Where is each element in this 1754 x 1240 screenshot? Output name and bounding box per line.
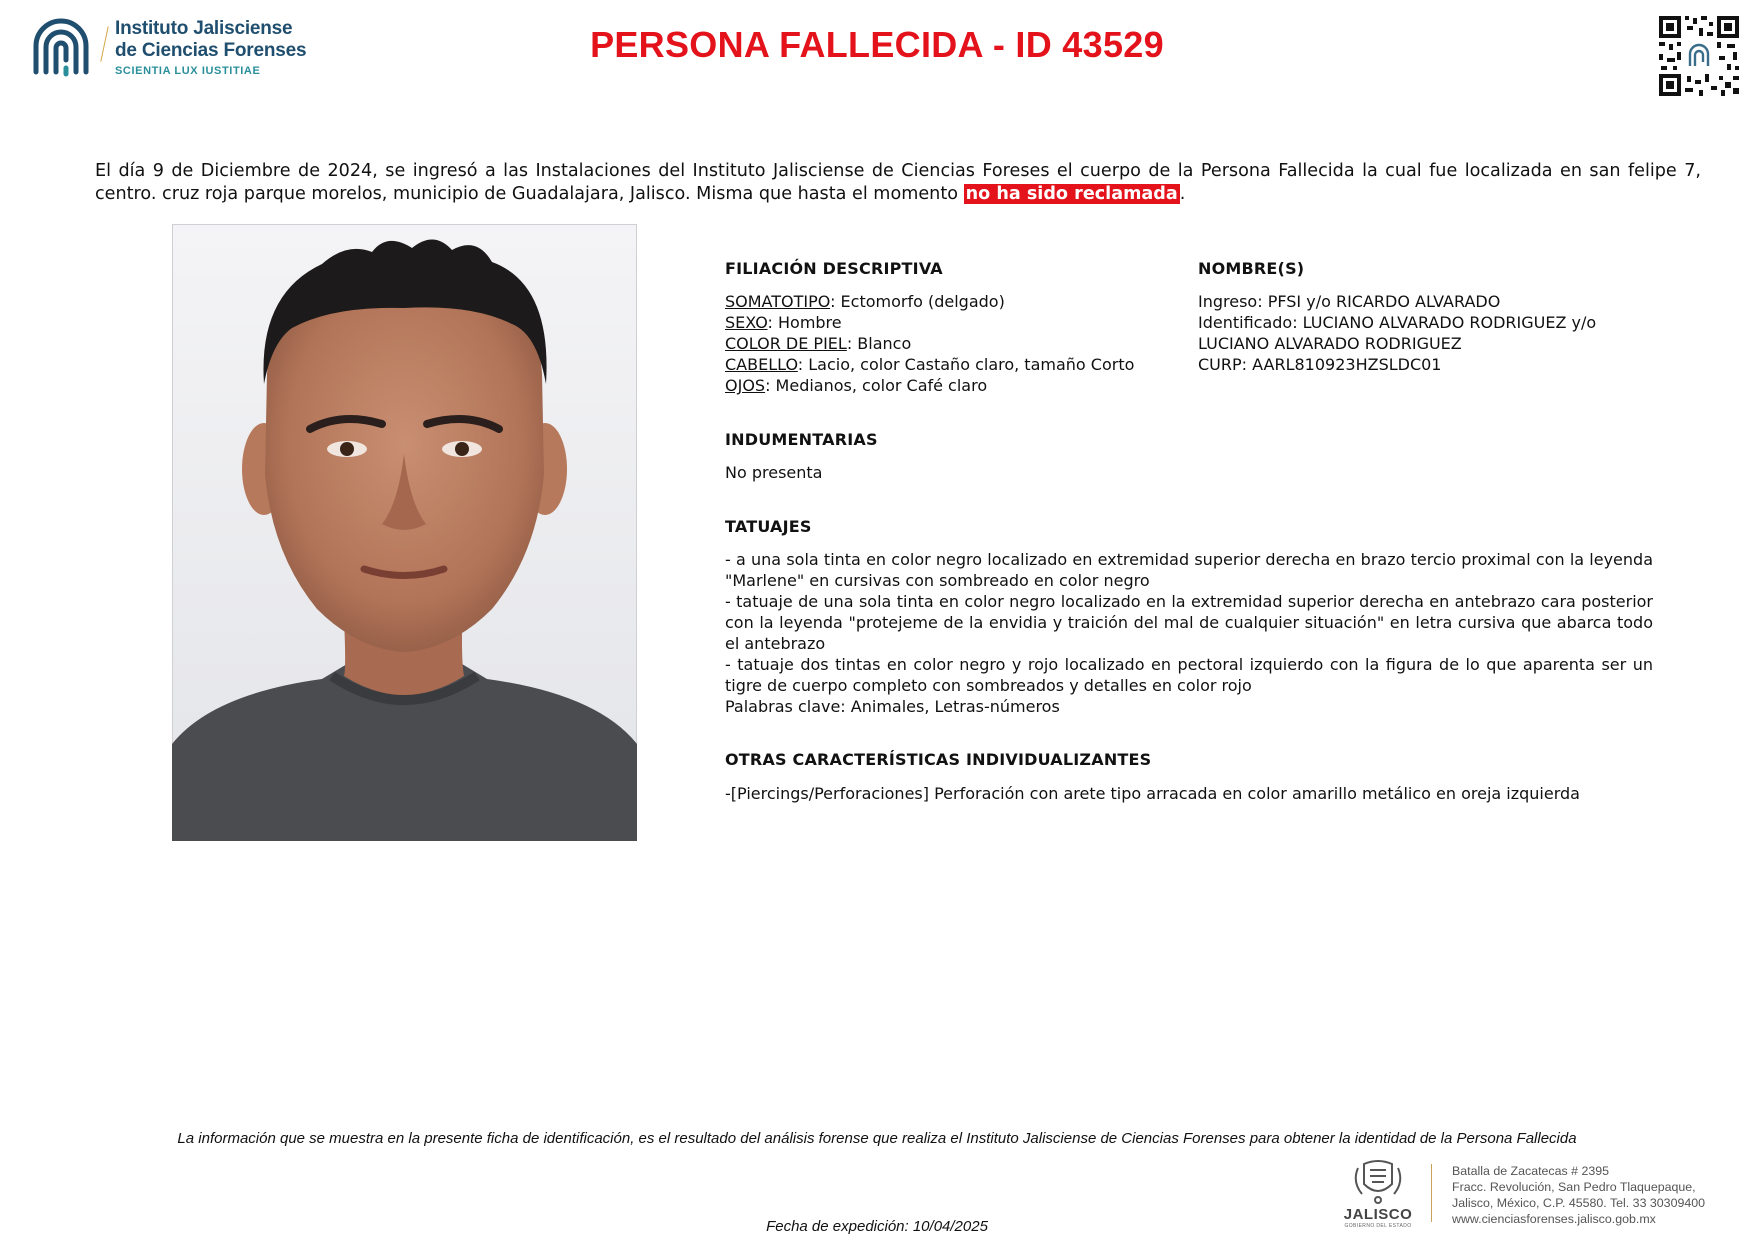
indumentarias-text: No presenta bbox=[725, 463, 823, 482]
jalisco-government-logo bbox=[1330, 1158, 1426, 1236]
filiacion-cabello bbox=[725, 354, 1134, 375]
unclaimed-status-badge: no ha sido reclamada bbox=[965, 184, 1178, 204]
tatuajes-title: TATUAJES bbox=[725, 517, 812, 536]
jalisco-subtitle: GOBIERNO DEL ESTADO bbox=[1344, 1223, 1412, 1229]
filiacion-label: SEXO bbox=[725, 313, 768, 332]
filiacion-value: : Hombre bbox=[767, 313, 842, 332]
tatuajes-keywords: Palabras clave: Animales, Letras-números bbox=[725, 697, 1060, 716]
filiacion-value: : Lacio, color Castaño claro, tamaño Corto bbox=[797, 355, 1135, 374]
issue-date: Fecha de expedición: 10/04/2025 bbox=[766, 1218, 988, 1235]
institute-address bbox=[1452, 1163, 1705, 1227]
filiacion-color-piel bbox=[725, 333, 1134, 354]
otras-text: -[Piercings/Perforaciones] Perforación con arete tipo arracada en color amarillo metálico en oreja izquierda bbox=[725, 784, 1580, 803]
nombre-ingreso: Ingreso: PFSI y/o RICARDO ALVARADO bbox=[1198, 292, 1501, 311]
nombre-identificado-cont: LUCIANO ALVARADO RODRIGUEZ bbox=[1198, 334, 1462, 353]
jalisco-wordmark: JALISCO bbox=[1343, 1206, 1413, 1223]
website-link[interactable]: www.cienciasforenses.jalisco.gob.mx bbox=[1452, 1212, 1656, 1226]
filiacion-title: FILIACIÓN DESCRIPTIVA bbox=[725, 259, 943, 278]
filiacion-label: CABELLO bbox=[725, 355, 798, 374]
page-title: PERSONA FALLECIDA - ID 43529 bbox=[590, 24, 1164, 65]
filiacion-somatotipo bbox=[725, 291, 1134, 312]
nombres-list bbox=[1198, 291, 1596, 375]
disclaimer: La información que se muestra en la presente ficha de identificación, es el resultado del análisis forense que realiza el Instituto Jalisciense de Ciencias Forenses para obtener la identidad de la Persona Fallecida bbox=[177, 1130, 1577, 1147]
intro-tail: . bbox=[1179, 184, 1186, 204]
filiacion-list bbox=[725, 291, 1134, 396]
filiacion-ojos bbox=[725, 375, 1134, 396]
nombre-identificado: Identificado: LUCIANO ALVARADO RODRIGUEZ y/o bbox=[1198, 313, 1597, 332]
address-line: Batalla de Zacatecas # 2395 bbox=[1452, 1164, 1610, 1178]
filiacion-label: OJOS bbox=[725, 376, 766, 395]
indumentarias-title: INDUMENTARIAS bbox=[725, 430, 878, 449]
filiacion-label: SOMATOTIPO bbox=[725, 292, 831, 311]
intro-text: El día 9 de Diciembre de 2024, se ingresó a las Instalaciones del Instituto Jalisciense de Ciencias Foreses el cuerpo de la Persona Fallecida la cual fue localizada en san felipe 7, centro. cruz roja parque morelos, municipio de Guadalajara, Jalisco. Misma que hasta el momento bbox=[95, 161, 1701, 204]
deceased-person-photo bbox=[172, 224, 637, 841]
filiacion-value: : Ectomorfo (delgado) bbox=[830, 292, 1005, 311]
institute-motto: SCIENTIA LUX IUSTITIAE bbox=[115, 65, 261, 77]
footer-divider bbox=[1431, 1164, 1432, 1222]
tatuajes-text: - a una sola tinta en color negro localizado en extremidad superior derecha en brazo tercio proximal con la leyenda "Marlene" en cursivas con sombreado en color negro - tatuaje de una sola tinta en color negro localizado en la extremidad superior derecha en antebrazo cara posterior con la leyenda "protejeme de la envidia y traición del mal de cualquier situación" en letra cursiva que abarca todo el antebrazo - tatuaje dos tintas en color negro y rojo localizado en pectoral izquierdo con la figura de lo que aparenta ser un tigre de cuerpo completo con sombreados y detalles en color rojo bbox=[725, 550, 1653, 695]
otras-title: OTRAS CARACTERÍSTICAS INDIVIDUALIZANTES bbox=[725, 750, 1152, 769]
qr-code-icon[interactable] bbox=[1657, 14, 1741, 98]
filiacion-label: COLOR DE PIEL bbox=[725, 334, 847, 353]
filiacion-value: : Medianos, color Café claro bbox=[765, 376, 988, 395]
address-line: Fracc. Revolución, San Pedro Tlaquepaque, bbox=[1452, 1180, 1696, 1194]
institute-name-line1: Instituto Jalisciense bbox=[115, 18, 293, 39]
institute-name-line2: de Ciencias Forenses bbox=[115, 40, 307, 61]
filiacion-value: : Blanco bbox=[846, 334, 912, 353]
intro-paragraph bbox=[95, 160, 1701, 206]
address-line: Jalisco, México, C.P. 45580. Tel. 33 30309400 bbox=[1452, 1196, 1706, 1210]
jalisco-crest-icon bbox=[1330, 1158, 1426, 1206]
curp: CURP: AARL810923HZSLDC01 bbox=[1198, 355, 1442, 374]
filiacion-sexo bbox=[725, 312, 1134, 333]
nombres-title: NOMBRE(S) bbox=[1198, 259, 1305, 278]
